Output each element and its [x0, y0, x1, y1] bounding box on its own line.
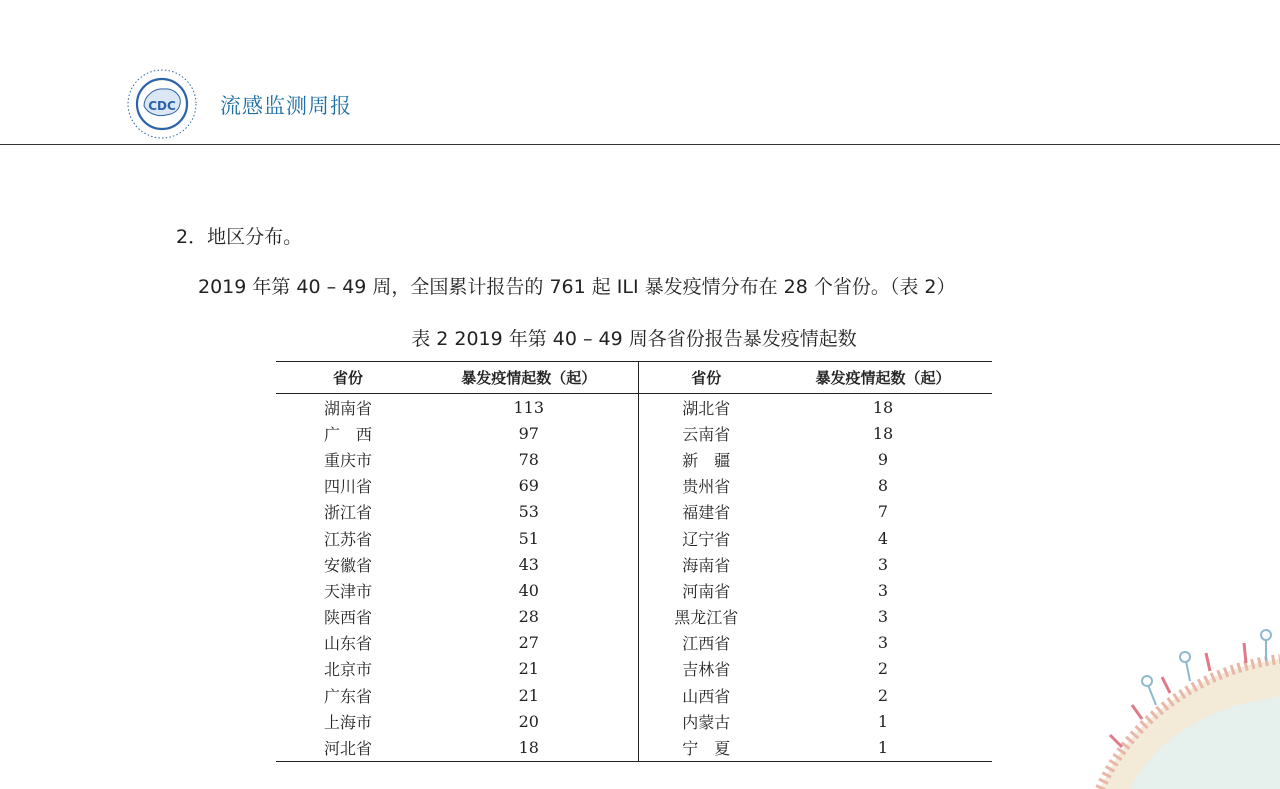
table-row — [276, 473, 992, 499]
count-cell: 3 — [877, 607, 889, 627]
count-cell: 97 — [518, 423, 539, 443]
count-cell: 21 — [518, 659, 539, 679]
count-cell: 113 — [513, 397, 545, 417]
virus-illustration — [1060, 619, 1280, 789]
count-cell: 51 — [518, 528, 539, 548]
province-cell: 贵州省 — [638, 473, 774, 499]
province-cell: 河北省 — [323, 739, 372, 759]
province-cell: 海南省 — [638, 551, 774, 577]
province-cell: 山西省 — [638, 682, 774, 708]
count-cell: 1 — [877, 711, 889, 731]
province-cell: 陕西省 — [323, 608, 372, 628]
province-cell: 四川省 — [323, 477, 372, 497]
count-cell: 43 — [518, 554, 539, 574]
count-cell: 53 — [518, 502, 539, 522]
province-cell: 天津市 — [323, 581, 372, 601]
province-cell: 重庆市 — [323, 450, 372, 470]
report-title: 流感监测周报 — [220, 94, 352, 118]
count-cell: 18 — [872, 423, 894, 443]
count-cell: 69 — [518, 476, 539, 496]
province-cell: 湖南省 — [323, 398, 372, 418]
province-cell: 浙江省 — [323, 503, 372, 523]
province-cell: 河南省 — [638, 577, 774, 603]
body-paragraph: 2019 年第 40 – 49 周，全国累计报告的 761 起 ILI 暴发疫情分布在 28 个省份。（表 2） — [198, 276, 956, 298]
count-cell: 2 — [877, 685, 889, 705]
table-row — [276, 604, 992, 630]
table-row — [276, 499, 992, 525]
count-cell: 9 — [877, 449, 889, 469]
province-cell: 安徽省 — [323, 555, 372, 575]
province-cell: 宁 夏 — [638, 734, 774, 761]
table-row — [276, 551, 992, 577]
count-cell: 3 — [877, 554, 889, 574]
table-row — [276, 734, 992, 761]
count-cell: 18 — [518, 738, 539, 758]
section-heading: 2．地区分布。 — [176, 226, 303, 248]
china-cdc-logo — [124, 66, 200, 142]
province-cell: 新 疆 — [638, 446, 774, 472]
header-province: 省份 — [276, 362, 420, 394]
table-row — [276, 525, 992, 551]
province-cell: 吉林省 — [638, 656, 774, 682]
outbreak-by-province-table — [276, 361, 992, 762]
count-cell: 18 — [872, 397, 894, 417]
count-cell: 20 — [518, 711, 539, 731]
table-row — [276, 446, 992, 472]
table-row — [276, 630, 992, 656]
province-cell: 黑龙江省 — [638, 604, 774, 630]
count-cell: 2 — [877, 659, 889, 679]
province-cell: 内蒙古 — [638, 708, 774, 734]
table-row — [276, 420, 992, 446]
table-body — [276, 394, 992, 762]
province-cell: 福建省 — [638, 499, 774, 525]
province-cell: 江西省 — [638, 630, 774, 656]
table-row — [276, 682, 992, 708]
count-cell: 28 — [518, 607, 539, 627]
province-cell: 北京市 — [323, 660, 372, 680]
table-row — [276, 708, 992, 734]
count-cell: 3 — [877, 580, 889, 600]
province-cell: 上海市 — [323, 712, 372, 732]
header-count: 暴发疫情起数（起） — [420, 362, 638, 394]
header-province: 省份 — [638, 362, 774, 394]
province-cell: 辽宁省 — [638, 525, 774, 551]
table-row — [276, 656, 992, 682]
header-divider — [0, 144, 1280, 145]
province-cell: 云南省 — [638, 420, 774, 446]
province-cell: 湖北省 — [638, 394, 774, 421]
count-cell: 8 — [877, 476, 889, 496]
header-count: 暴发疫情起数（起） — [774, 362, 992, 394]
count-cell: 7 — [877, 502, 889, 522]
table-row — [276, 394, 992, 421]
count-cell: 4 — [877, 528, 889, 548]
count-cell: 21 — [518, 685, 539, 705]
province-cell: 广 西 — [323, 424, 372, 444]
count-cell: 78 — [518, 449, 539, 469]
province-cell: 山东省 — [323, 634, 372, 654]
province-cell: 江苏省 — [323, 529, 372, 549]
count-cell: 1 — [877, 738, 889, 758]
count-cell: 40 — [518, 580, 539, 600]
province-cell: 广东省 — [323, 686, 372, 706]
count-cell: 27 — [518, 633, 539, 653]
count-cell: 3 — [877, 633, 889, 653]
table-header-row — [276, 362, 992, 394]
page-header — [0, 0, 1280, 145]
svg-text:CDC: CDC — [148, 99, 176, 113]
table-caption: 表 2 2019 年第 40 – 49 周各省份报告暴发疫情起数 — [411, 328, 857, 350]
table-row — [276, 577, 992, 603]
